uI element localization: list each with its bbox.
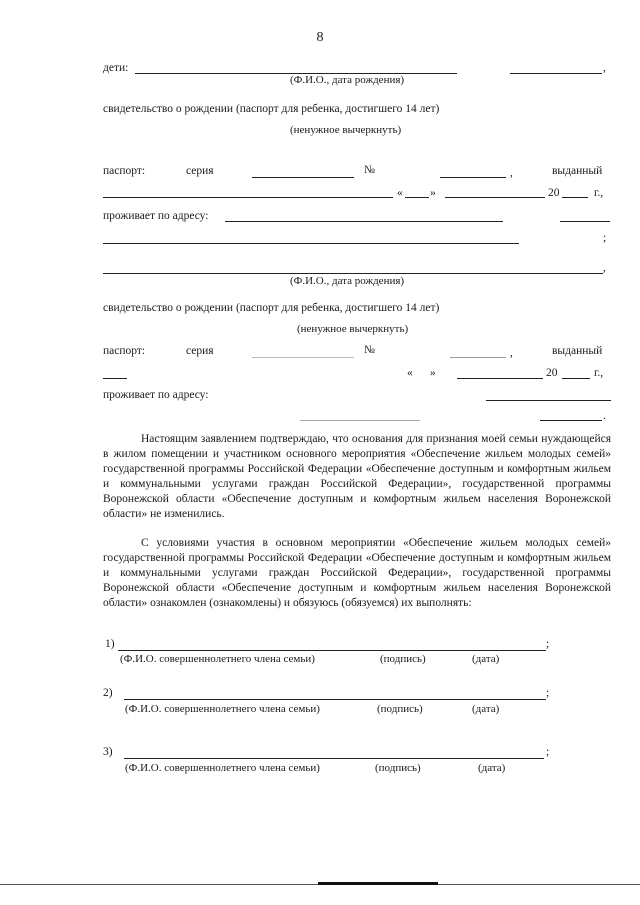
conditions-paragraph: С условиями участия в основном мероприятии «Обеспечение жильем молодых семей» государственной программы Российской Федерации «Обеспечение доступным и комфортным жильем и коммунальными услугами граждан Российской Федерации», государственной программы Воронежской области «Обеспечение доступным и комфортным жильем населения Воронежской области» ознакомлен (ознакомлены) и обязуюсь (обязуемся) их выполнять: [103,537,611,609]
signature-line-1[interactable] [118,650,546,651]
strike-note: (ненужное вычеркнуть) [297,323,409,335]
signature-fio-caption: (Ф.И.О. совершеннолетнего члена семьи) [120,653,315,665]
signature-sign-caption: (подпись) [380,653,426,665]
scan-edge-mark [318,882,438,885]
child2-number-line[interactable] [450,357,506,358]
child1-address-line-2[interactable] [103,243,519,244]
semicolon: ; [546,746,550,758]
signature-number: 3) [103,746,113,758]
quote-open: « [407,367,413,379]
child2-series-line[interactable] [252,357,354,358]
number-label: № [364,164,375,176]
passport-label: паспорт: [103,165,146,177]
child1-day-line[interactable] [405,197,429,198]
birth-certificate-label: свидетельство о рождении (паспорт для ребенка, достигшего 14 лет) [103,302,440,314]
resides-label: проживает по адресу: [103,389,209,401]
signature-fio-caption: (Ф.И.О. совершеннолетнего члена семьи) [125,703,320,715]
series-label: серия [186,165,214,177]
child2-year-line[interactable] [562,378,590,379]
year-prefix: 20 [548,187,560,199]
child1-month-line[interactable] [445,197,545,198]
signature-date-caption: (дата) [478,762,506,774]
year-suffix: г., [594,367,604,379]
passport-label: паспорт: [103,345,146,357]
signature-line-3[interactable] [124,758,544,759]
child2-month-line[interactable] [457,378,543,379]
year-suffix: г., [594,187,604,199]
signature-sign-caption: (подпись) [375,762,421,774]
signature-number: 1) [105,638,115,650]
birth-certificate-label: свидетельство о рождении (паспорт для ребенка, достигшего 14 лет) [103,103,440,115]
child2-issued-by-line[interactable] [103,378,127,379]
number-label: № [364,344,375,356]
semicolon: ; [546,638,550,650]
child1-issued-by-line[interactable] [103,197,393,198]
child1-address-line-end[interactable] [560,221,610,222]
comma: , [603,262,606,274]
child2-address-line-end[interactable] [486,400,611,401]
series-label: серия [186,345,214,357]
fio-dob-caption: (Ф.И.О., дата рождения) [290,275,405,287]
child2-address-line-2[interactable] [300,420,420,421]
strike-note: (ненужное вычеркнуть) [290,124,402,136]
child1-dob-line[interactable] [510,73,602,74]
signature-line-2[interactable] [124,699,546,700]
child1-number-line[interactable] [440,177,506,178]
comma: , [510,167,513,179]
signature-date-caption: (дата) [472,653,500,665]
year-prefix: 20 [546,367,558,379]
issued-label: выданный [552,165,603,177]
resides-label: проживает по адресу: [103,210,209,222]
quote-close: » [430,187,436,199]
children-label: дети: [103,62,129,74]
confirmation-paragraph: Настоящим заявлением подтверждаю, что основания для признания моей семьи нуждающейся в жилом помещении и участником основного мероприятия «Обеспечение жильем молодых семей» государственной программы Российской Федерации «Обеспечение доступным и комфортным жильем и коммунальными услугами граждан Российской Федерации», государственной программы Воронежской области «Обеспечение доступным и комфортным жильем населения Воронежской области» не изменились. [103,433,611,520]
page-number: 8 [316,30,324,45]
fio-dob-caption: (Ф.И.О., дата рождения) [290,74,405,86]
child2-fio-line[interactable] [103,273,603,274]
signature-number: 2) [103,687,113,699]
child1-year-line[interactable] [562,197,588,198]
comma: , [510,347,513,359]
quote-open: « [397,187,403,199]
signature-date-caption: (дата) [472,703,500,715]
signature-sign-caption: (подпись) [377,703,423,715]
comma: , [603,62,606,74]
issued-label: выданный [552,345,603,357]
semicolon: ; [546,687,550,699]
period: . [603,410,606,422]
quote-close: » [430,367,436,379]
semicolon: ; [603,232,607,244]
child2-address-line-2-end[interactable] [540,420,602,421]
signature-fio-caption: (Ф.И.О. совершеннолетнего члена семьи) [125,762,320,774]
child1-address-line[interactable] [225,221,503,222]
child1-series-line[interactable] [252,177,354,178]
